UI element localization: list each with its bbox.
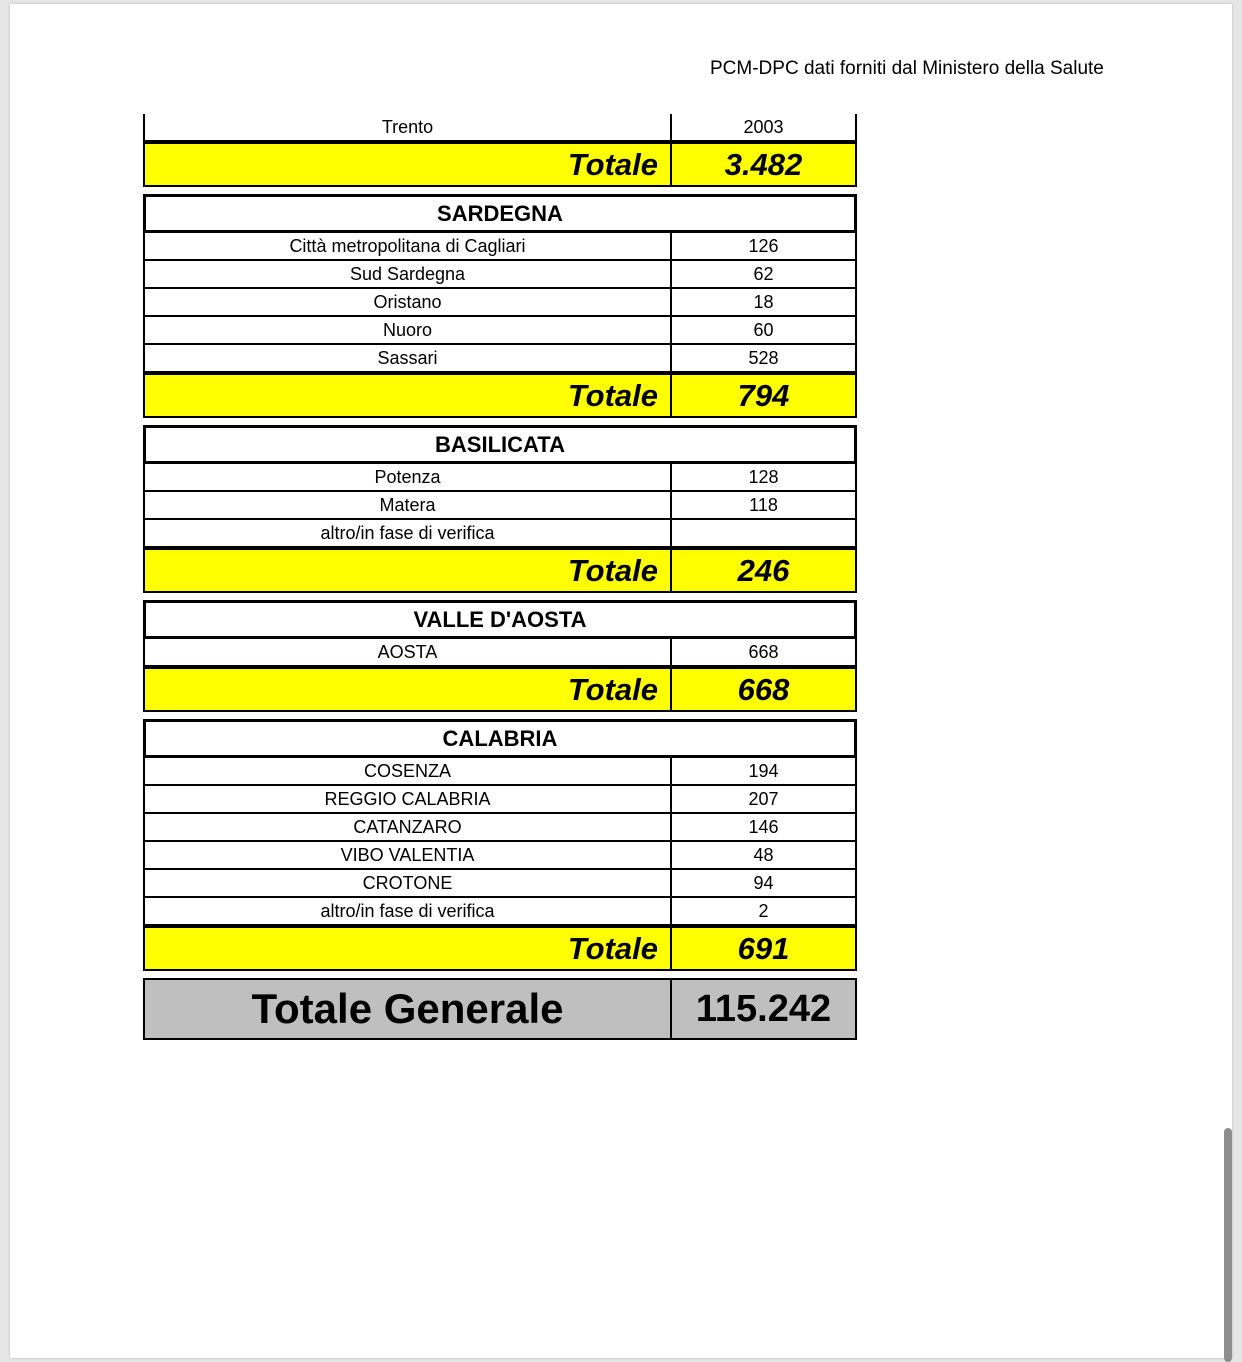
- total-label: Totale: [145, 550, 672, 591]
- region-total-row: [143, 373, 857, 418]
- table-row: [143, 842, 857, 870]
- province-value: 2: [758, 901, 769, 921]
- province-value: 194: [748, 761, 779, 781]
- province-value: 2003: [743, 117, 784, 137]
- province-name: CROTONE: [145, 870, 672, 896]
- region-total-row: [143, 548, 857, 593]
- grand-total-label: Totale Generale: [145, 980, 672, 1038]
- province-name: altro/in fase di verifica: [145, 898, 672, 924]
- province-name: COSENZA: [145, 758, 672, 784]
- province-value: 18: [753, 292, 774, 312]
- total-label: Totale: [145, 375, 672, 416]
- table-row: [143, 317, 857, 345]
- province-name: VIBO VALENTIA: [145, 842, 672, 868]
- document-page: [10, 4, 1232, 1358]
- table-row: [143, 814, 857, 842]
- total-value: 691: [737, 931, 790, 966]
- province-value: 207: [748, 789, 779, 809]
- region-total-row: [143, 142, 857, 187]
- total-label: Totale: [145, 928, 672, 969]
- province-value: 126: [748, 236, 779, 256]
- province-name: Città metropolitana di Cagliari: [145, 233, 672, 259]
- region-header-valle-daosta: VALLE D'AOSTA: [143, 600, 857, 639]
- province-name: Trento: [145, 114, 672, 140]
- region-total-row: [143, 667, 857, 712]
- table-row: [143, 233, 857, 261]
- table-row: [143, 639, 857, 667]
- province-value: 528: [748, 348, 779, 368]
- total-label: Totale: [145, 144, 672, 185]
- province-value: 668: [748, 642, 779, 662]
- region-total-row: [143, 926, 857, 971]
- province-value: 60: [753, 320, 774, 340]
- table-row: [143, 898, 857, 926]
- province-name: Oristano: [145, 289, 672, 315]
- province-value: 118: [749, 495, 778, 515]
- grand-total-row: [143, 978, 857, 1040]
- source-note: PCM-DPC dati forniti dal Ministero della Salute: [710, 58, 1104, 79]
- province-value: 146: [748, 817, 779, 837]
- total-value: 794: [737, 378, 790, 413]
- table-row: [143, 345, 857, 373]
- province-value: 48: [753, 845, 774, 865]
- province-name: Sassari: [145, 345, 672, 371]
- table-row: [143, 261, 857, 289]
- province-name: REGGIO CALABRIA: [145, 786, 672, 812]
- region-header-calabria: CALABRIA: [143, 719, 857, 758]
- province-value: 128: [748, 467, 779, 487]
- vertical-scrollbar[interactable]: [1224, 1128, 1232, 1362]
- table-row: [143, 464, 857, 492]
- region-header-basilicata: BASILICATA: [143, 425, 857, 464]
- province-name: CATANZARO: [145, 814, 672, 840]
- province-name: AOSTA: [145, 639, 672, 665]
- table-row: [143, 870, 857, 898]
- table-row: [143, 758, 857, 786]
- table-row: [143, 520, 857, 548]
- total-value: 668: [737, 672, 790, 707]
- province-name: Matera: [145, 492, 672, 518]
- province-value: 94: [753, 873, 774, 893]
- total-value: 246: [737, 553, 790, 588]
- province-name: Sud Sardegna: [145, 261, 672, 287]
- province-name: altro/in fase di verifica: [145, 520, 672, 546]
- province-name: Potenza: [145, 464, 672, 490]
- province-value: [672, 520, 855, 546]
- total-label: Totale: [145, 669, 672, 710]
- table-row: [143, 492, 857, 520]
- table-row: [143, 786, 857, 814]
- province-value: 62: [753, 264, 774, 284]
- table-row: [143, 114, 857, 142]
- region-header-sardegna: SARDEGNA: [143, 194, 857, 233]
- province-name: Nuoro: [145, 317, 672, 343]
- table-row: [143, 289, 857, 317]
- total-value: 3.482: [724, 147, 803, 182]
- grand-total-value: 115.242: [695, 988, 832, 1030]
- cases-table: [143, 114, 857, 1040]
